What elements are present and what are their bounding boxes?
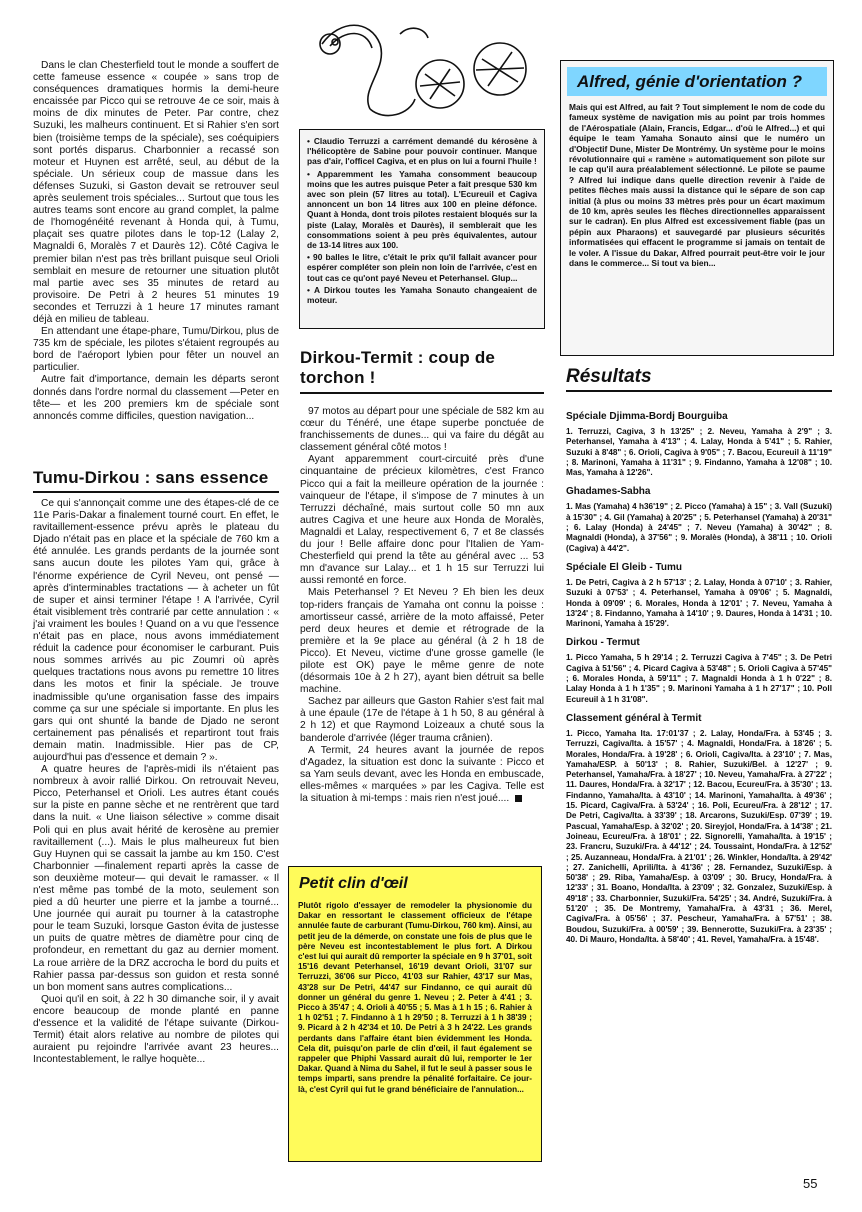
intro-paragraph: Dans le clan Chesterfield tout le monde a souffert de cette fameuse essence « coupée » sans trop de conséquences dramatiques hormis la demi-heure encaissée par Picco qui se retrouve 4e ce soir, mais à moins de dix minutes de Peter. Par contre, chez Suzuki, les malheurs continuent. Et si Rahier s'en sort bien (troisième temps de la spéciale), ses coéquipiers sont portés disparus. Charbonnier a recassé son moteur et Huynen est arrêté, seul, au début de la spéciale. Un sérieux coup de massue dans les défenses Suzuki, si Gaston devait se retrouver seul après seulement trois spéciales... Surtout que tous les autres teams sont encore au grand complet, la palme de l'homogénéité revenant à Honda qui, à Tumu, plaçait ses quatre pilotes dans le top-12 (Lalay 2, Magnaldi 6, Moralès 7 et Daurès 12). Côté Cagiva le premier bilan n'est pas très brillant puisque seul Orioli semblait en mesure de retourner une situation plutôt mal partie avec ses 35 minutes de retard au provisoire. De Petri à 2 heures 51 minutes 19 secondes et Terruzzi à 1 heure 17 minutes ramant déjà en milieu de tableau. [33,60,279,325]
column-left-body [33,498,279,1066]
alfred-body: Mais qui est Alfred, au fait ? Tout simplement le nom de code du fameux système de navigation mis au point par trois hommes de l'Aérospatiale (Alain, Francis, Edgar... d'où le Alfred...) et qui équipe le team Yamaha Sonauto ainsi que le numéro un d'Objectif Dune, Mister De Montrémy. Un système pour le moins révolutionnaire qui « ramène » automatiquement son pilote sur le cap qu'il aura préalablement sélectionné. Le pilote se paume ? Alfred lui indique dans quelle direction revenir à l'aide de petites flèches mais aussi la distance qui le sépare de son cap initial (à plus ou moins 33 mètres près pour un écart maximum de 10 km, après seules les flèches directionnelles apparaissent sur le cadran). En plus Alfred est excessivement fiable (pas un pépin aux Pharaons) et sauvegardé par plusieurs sécurités informatisées qui effacent le programme si jamais on tentait de le voler. A l'issue du Dakar, Alfred pourrait peut-être voir le jour dans le commerce... Si tout va bien... [569,102,825,269]
section-heading-dirkou-termit: Dirkou-Termit : coup de torchon ! [300,348,544,394]
body-paragraph: Ayant apparemment court-circuité près d'une cinquantaine de précieux kilomètres, c'est Franco Picco qui a fait la meilleure opération de la journée : vainqueur de l'étape, il s'impose de 7 minutes à un Terruzzi déchaîné, mais surtout colle 50 mn aux autres Cagiva et une heure aux Honda de Moralès, Magnaldi et Lalay, respectivement 6, 7 et 8e classés du jour ! Belle affaire donc pour l'Italien de Yam-Chesterfield qui prend la tête au général avec ... 53 mn d'avance sur Lalay... et 1 h 15 sur Terruzzi lui aussi remonté en force. [300,454,544,587]
column-middle [300,406,544,805]
results-body: 1. Picco Yamaha, 5 h 29'14 ; 2. Terruzzi Cagiva à 7'45" ; 3. De Petri Cagiva à 51'56" ; 4. Picard Cagiva à 53'48" ; 5. Orioli Cagiva à 57'45" ; 6. Morales Honda, à 59'11" ; 7. Magnaldi Honda à 1 h 0'22" ; 8. Lalay Honda à 1 h 1'35" ; 9. Marinoni Yamaha à 1 h 27'17" ; 10. Poll Ecureuil à 1 h 31'08". [566,653,832,704]
clin-doeil-box [288,866,542,1162]
results-list [566,410,832,952]
results-title: Résultats [566,366,832,392]
body-paragraph: A quatre heures de l'après-midi ils n'étaient pas nombreux à avoir rallié Dirkou. On retrouvait Neveu, Picco, Peterhansel et Orioli. Les autres étant coués sur la piste en panne sèche et ne rentrèrent que tard dans la nuit. « Une liaison sélective » comme disait Poli qui en plus avait hérité de kerosène au premier ravitaillement (...). Mais le plus malheureux fut bien Guy Huynen qui se cassait la jambe au km 150. C'est Charbonnier —finalement reparti après la casse de son deuxième moteur— qui devait le ramasser. « Il n'est même pas tombé de la moto, seulement son pied a dû heurter une pierre et la jambe a tourné... Une journée qui aurait pu tourner à la catastrophe pour le team Suzuki, lorsque Gaston évita de justesse un puits de quatre mètres de diamètre pour cinq de profondeur, en remettant du gaz au dernier moment. La roue arrière de la DRZ accrocha le bord du puits et Rahier passa par-dessus son guidon et resta sonné un bon moment sans autres complications... [33,764,279,993]
alfred-title: Alfred, génie d'orientation ? [567,67,827,96]
results-body: 1. De Petri, Cagiva à 2 h 57'13' ; 2. Lalay, Honda à 07'10' ; 3. Rahier, Suzuki à 07'53' ; 4. Peterhansel, Yamaha à 09'06' ; 5. Magnaldi, Honda à 09'09' ; 6. Morales, Honda à 12'01' ; 7. Neveu, Yamaha à 13'24' ; 8. Findanno, Yamaha à 14'10' ; 9. Daures, Honda à 14'31 ; 10. Marinoni, Yamaha à 15'29'. [566,577,832,629]
results-heading: Ghadames-Sabha [566,486,651,498]
end-mark [515,795,522,802]
notes-box [299,129,545,329]
results-heading: Spéciale Djimma-Bordj Bourguiba [566,411,728,422]
results-body: 1. Terruzzi, Cagiva, 3 h 13'25" ; 2. Neveu, Yamaha à 2'9" ; 3. Peterhansel, Yamaha à 4'13" ; 4. Lalay, Honda à 5'41" ; 5. Rahier, Suzuki à 8'48" ; 6. Orioli, Cagiva à 9'05" ; 7. Bacou, Ecureuil à 11'19" ; 8. Marinoni, Yamaha à 11'31" ; 9. Findanno, Yamaha à 12'08" ; 10. Mas, Yamaha à 12'26". [566,427,832,478]
note-item: • 90 balles le litre, c'était le prix qu'il fallait avancer pour espérer compléter son plein non loin de l'arrivée, c'est en tout cas ce qu'ont payé Neveu et Peterhansel. Glup... [307,252,537,283]
intro-paragraph: Autre fait d'importance, demain les départs seront donnés dans l'ordre normal du classement —Peter en tête— et les 200 premiers km de spéciale sont annoncés comme difficiles, question navigation... [33,374,279,422]
body-paragraph: Mais Peterhansel ? Et Neveu ? Eh bien les deux top-riders français de Yamaha ont connu la poisse : amortisseur cassé, arrière de la moto affaissé, Peter perd deux heures et demie et rétrograde de la première et la 9e place au général (à 2 h 18 de Picco). Et Neveu, victime d'une grosse gamelle (le pilote est OK) paye le même genre de note (désormais 10e à 2 h 27), ayant bien détruit sa belle machine. [300,587,544,696]
body-paragraph: Sachez par ailleurs que Gaston Rahier s'est fait mal à une épaule (17e de l'étape à 1 h 50, 8 au général à 2 h 12) et que Raymond Loizeaux a chuté sous la banderole d'arrivée (léger trauma crânien). [300,696,544,744]
results-body: 1. Picco, Yamaha Ita. 17:01'37 ; 2. Lalay, Honda/Fra. à 53'45 ; 3. Terruzzi, Cagiva/Ita. à 15'57' ; 4. Magnaldi, Honda/Fra. à 18'26' ; 5. Morales, Honda/Fra. à 19'28' ; 6. Orioli, Cagiva/Ita. à 23'10' ; 7. Mas, Yamaha/ESP. à 50'13' ; 8. Rahier, Suzuki/Bel. à 12'27' ; 9. Peterhansel, Yamaha/Fra. à 18'27' ; 10. Neveu, Yamaha/Fra. à 27'22' ; 11. Daures, Honda/Fra. à 32'17' ; 12. Bacou, Ecureu/Fra. à 35'30' ; 13. Findanno, Yamaha/Ita. à 43'10' ; 14. Marinoni, Yamaha/Ita. à 49'36' ; 15. Picard, Cagiva/Fra. à 53'24' ; 16. Poli, Ecureu/Fra. à 28'12' ; 17. De Petri, Cagiva/Ita. à 33'39' ; 18. Arcarons, Suzuki/Esp. 07'39' ; 19. Pascual, Yamaha/Esp. à 32'02' ; 20. Sireyjol, Honda/Fra. à 14'38' ; 21. Joineau, Ecureu/Fra. à 18'01' ; 22. Signorelli, Yamaha/Ita. à 19'15' ; 23. Francru, Suzuki/Fra. à 44'12' ; 24. Toussaint, Honda/Fra. à 12'52' ; 25. Auzanneau, Honda/Fra. à 21'01' ; 26. Winkler, Honda/Ita. à 29'42' ; 27. Zanichelli, Aprili/Ita. à 41'36' ; 28. Fernandez, Suzuki/Esp. à 50'38' ; 29. Riba, Yamaha/Esp. à 03'09' ; 30. Brucy, Honda/Fra. à 12'33' ; 31. Boano, Honda/Ita. à 23'09' ; 32. Gonzalez, Suzuki/Esp. à 49'18' ; 33. Charbonnier, Suzuki/Fra. 54'25' ; 34. André, Suzuki/Fra. à 51'20' ; 35. De Montremy, Yamaha/Fra. à 43'31 ; 36. Merel, Cagiva/Fra. à 05'56' ; 37. Pescheur, Yamaha/Fra. à 57'51' ; 38. Boudou, Suzuki/Fra. à 00'59' ; 39. Bennerotte, Suzuki/Fra. à 23'35' ; 40. Di Mauro, Honda/Ita. à 58'40' ; 41. Revel, Yamaha/Fra. à 15'48'. [566,728,832,944]
clin-doeil-title: Petit clin d'œil [299,875,408,892]
page-number: 55 [803,1176,818,1191]
note-item: • Claudio Terruzzi a carrément demandé du kérosène à l'hélicoptère de Sabine pour pouvoir continuer. Manque pas d'air, l'officel Cagiva, et en plus on lui a fourni l'huile ! [307,136,537,167]
body-paragraph: Quoi qu'il en soit, à 22 h 30 dimanche soir, il y avait encore beaucoup de monde planté en panne d'essence et la validité de l'étape suivante (Dirkou-Termit) était alors relative au nombre de pilotes qui auraient pu rejoindre l'arrivée avant 23 heures... Incontestablement, le rallye hoquète... [33,993,279,1066]
clin-doeil-body: Plutôt rigolo d'essayer de remodeler la physionomie du Dakar en ressortant le classement officieux de l'étape annulée faute de carburant (Tumu-Dirkou, 760 km). Ainsi, au petit jeu de la démerde, on constate une fois de plus que le père Neveu est incontestablement le plus fort. A Dirkou c'est lui qui aurait dû remporter la spéciale en 9 h 37'01, soit 15'16 devant Peterhansel, 16'19 devant Orioli, 31'07 sur Terruzzi, 36'06 sur Picco, 41'03 sur Rahier, 43'17 sur Mas, 43'28 sur De Petri, 44'47 sur Findanno, ce qui aurait dû donner un général du genre 1. Neveu ; 2. Peter à 4'41 ; 3. Picco à 35'47 ; 4. Orioli à 40'55 ; 5. Mas à 1 h 15 ; 6. Rahier à 1 h 02'51 ; 7. Findanno à 1 h 29'50 ; 8. Terruzzi à 1 h 38'39 ; 9. Picard à 2 h 42'34 et 10. De Petri à 3 h 24'22. Les grands perdants dans l'affaire étant bien évidemment les Honda. Cela dit, puisqu'on parle de clin d'œil, il faut également se rappeler que Phiphi Vassard aurait dû lui, remporter le 1er Dakar. Quand à Nima du Sahel, il fut le seul à passer sous le temps imparti, sans prendre la pénalité forfaitaire. Ce jour-là, c'est Cyril qui fut le grand bénéficiaire de l'annulation... [298,901,532,1094]
intro-paragraph: En attendant une étape-phare, Tumu/Dirkou, plus de 735 km de spéciale, les pilotes s'étaient regroupés au bord de l'aéroport lybien pour fêter un nouvel an particulier. [33,326,279,374]
section-heading-tumu-dirkou: Tumu-Dirkou : sans essence [33,468,279,493]
results-body: 1. Mas (Yamaha) 4 h36'19" ; 2. Picco (Yamaha) à 15" ; 3. Vall (Suzuki) à 15'30" ; 4. Gil (Yamaha) à 20'25" ; 5. Peterhansel (Yamaha) à 20'31" ; 6. Lalay (Honda) à 24'45" ; 7. Neveu (Yamaha) à 30'42" ; 8. Magnaldi (Honda), à 37'56" ; 9. Moralès (Honda), à 38'11 ; 10. Orioli (Cagiva) à 44'2". [566,502,832,553]
cartoon-illustration [300,14,546,126]
results-heading: Dirkou - Termut [566,637,640,649]
closing-paragraph-text: A Termit, 24 heures avant la journée de repos d'Agadez, la situation est donc la suivante : Picco et sa Yam seuls devant, avec les Honda en embuscade, elles-mêmes « marquées » par les Cagiva. Telle est la situation à mi-temps : mais rien n'est joué.... [300,744,544,804]
note-item: • A Dirkou toutes les Yamaha Sonauto changeaient de moteur. [307,284,537,306]
body-paragraph [300,745,544,805]
body-paragraph: Ce qui s'annonçait comme une des étapes-clé de ce 11e Paris-Dakar a finalement tourné court. En effet, le ravitaillement-essence prévu après le plateau du Djado n'était pas en place et la spéciale de 760 km a été annulée. Les grands perdants de la journée sont sans aucun doute les pilotes Yam qui, grâce à l'énorme expérience de Cyril Neveu, ont pensé — après d'interminables tractations — à acheter un fût de super et ainsi terminer l'étape ! A l'arrivée, Cyril était visiblement très contrarié par cette annulation : « j'ai vraiment les boules ! Quand on a vu que l'essence n'était pas en place, nous avons immédiatement réduit la cadence pour économiser le carburant. Puis nous sommes arrivés au pic Zoumri où après quelques tractations nous avons pu remettre 10 litres dans les motos et finir la spéciale. Je trouve inadmissible qu'une organisation fasse des impairs comme ça sur une spéciale si importante. En plus les gars qui ont shunté la bande de Djado ne seront certainement pas pénalisés et repartiront tout frais demain matin. Inadmissible. Hier pas de CP, aujourd'hui pas d'essence et demain ? ». [33,498,279,763]
column-left [33,60,279,423]
alfred-box [560,60,834,356]
body-paragraph: 97 motos au départ pour une spéciale de 582 km au cœur du Ténéré, une étape superbe ponctuée de franchissements de dunes... qui va faire du dégât au classement général côté motos ! [300,406,544,454]
results-heading: Classement général à Termit [566,712,702,724]
results-heading: Spéciale El Gleib - Tumu [566,561,682,573]
note-item: • Apparemment les Yamaha consomment beaucoup moins que les autres puisque Peter a fait presque 530 km avec son plein (57 litres au total). L'Ecureuil et Cagiva annoncent un bon 14 litres aux 100 en pleine défonce. Quant à Honda, dont trois pilotes restaient bloqués sur la piste (Lalay, Moralès et Daurès), il semblerait que les consommations soient à peu près équivalentes, autour de 13-14 litres aux 100. [307,168,537,251]
